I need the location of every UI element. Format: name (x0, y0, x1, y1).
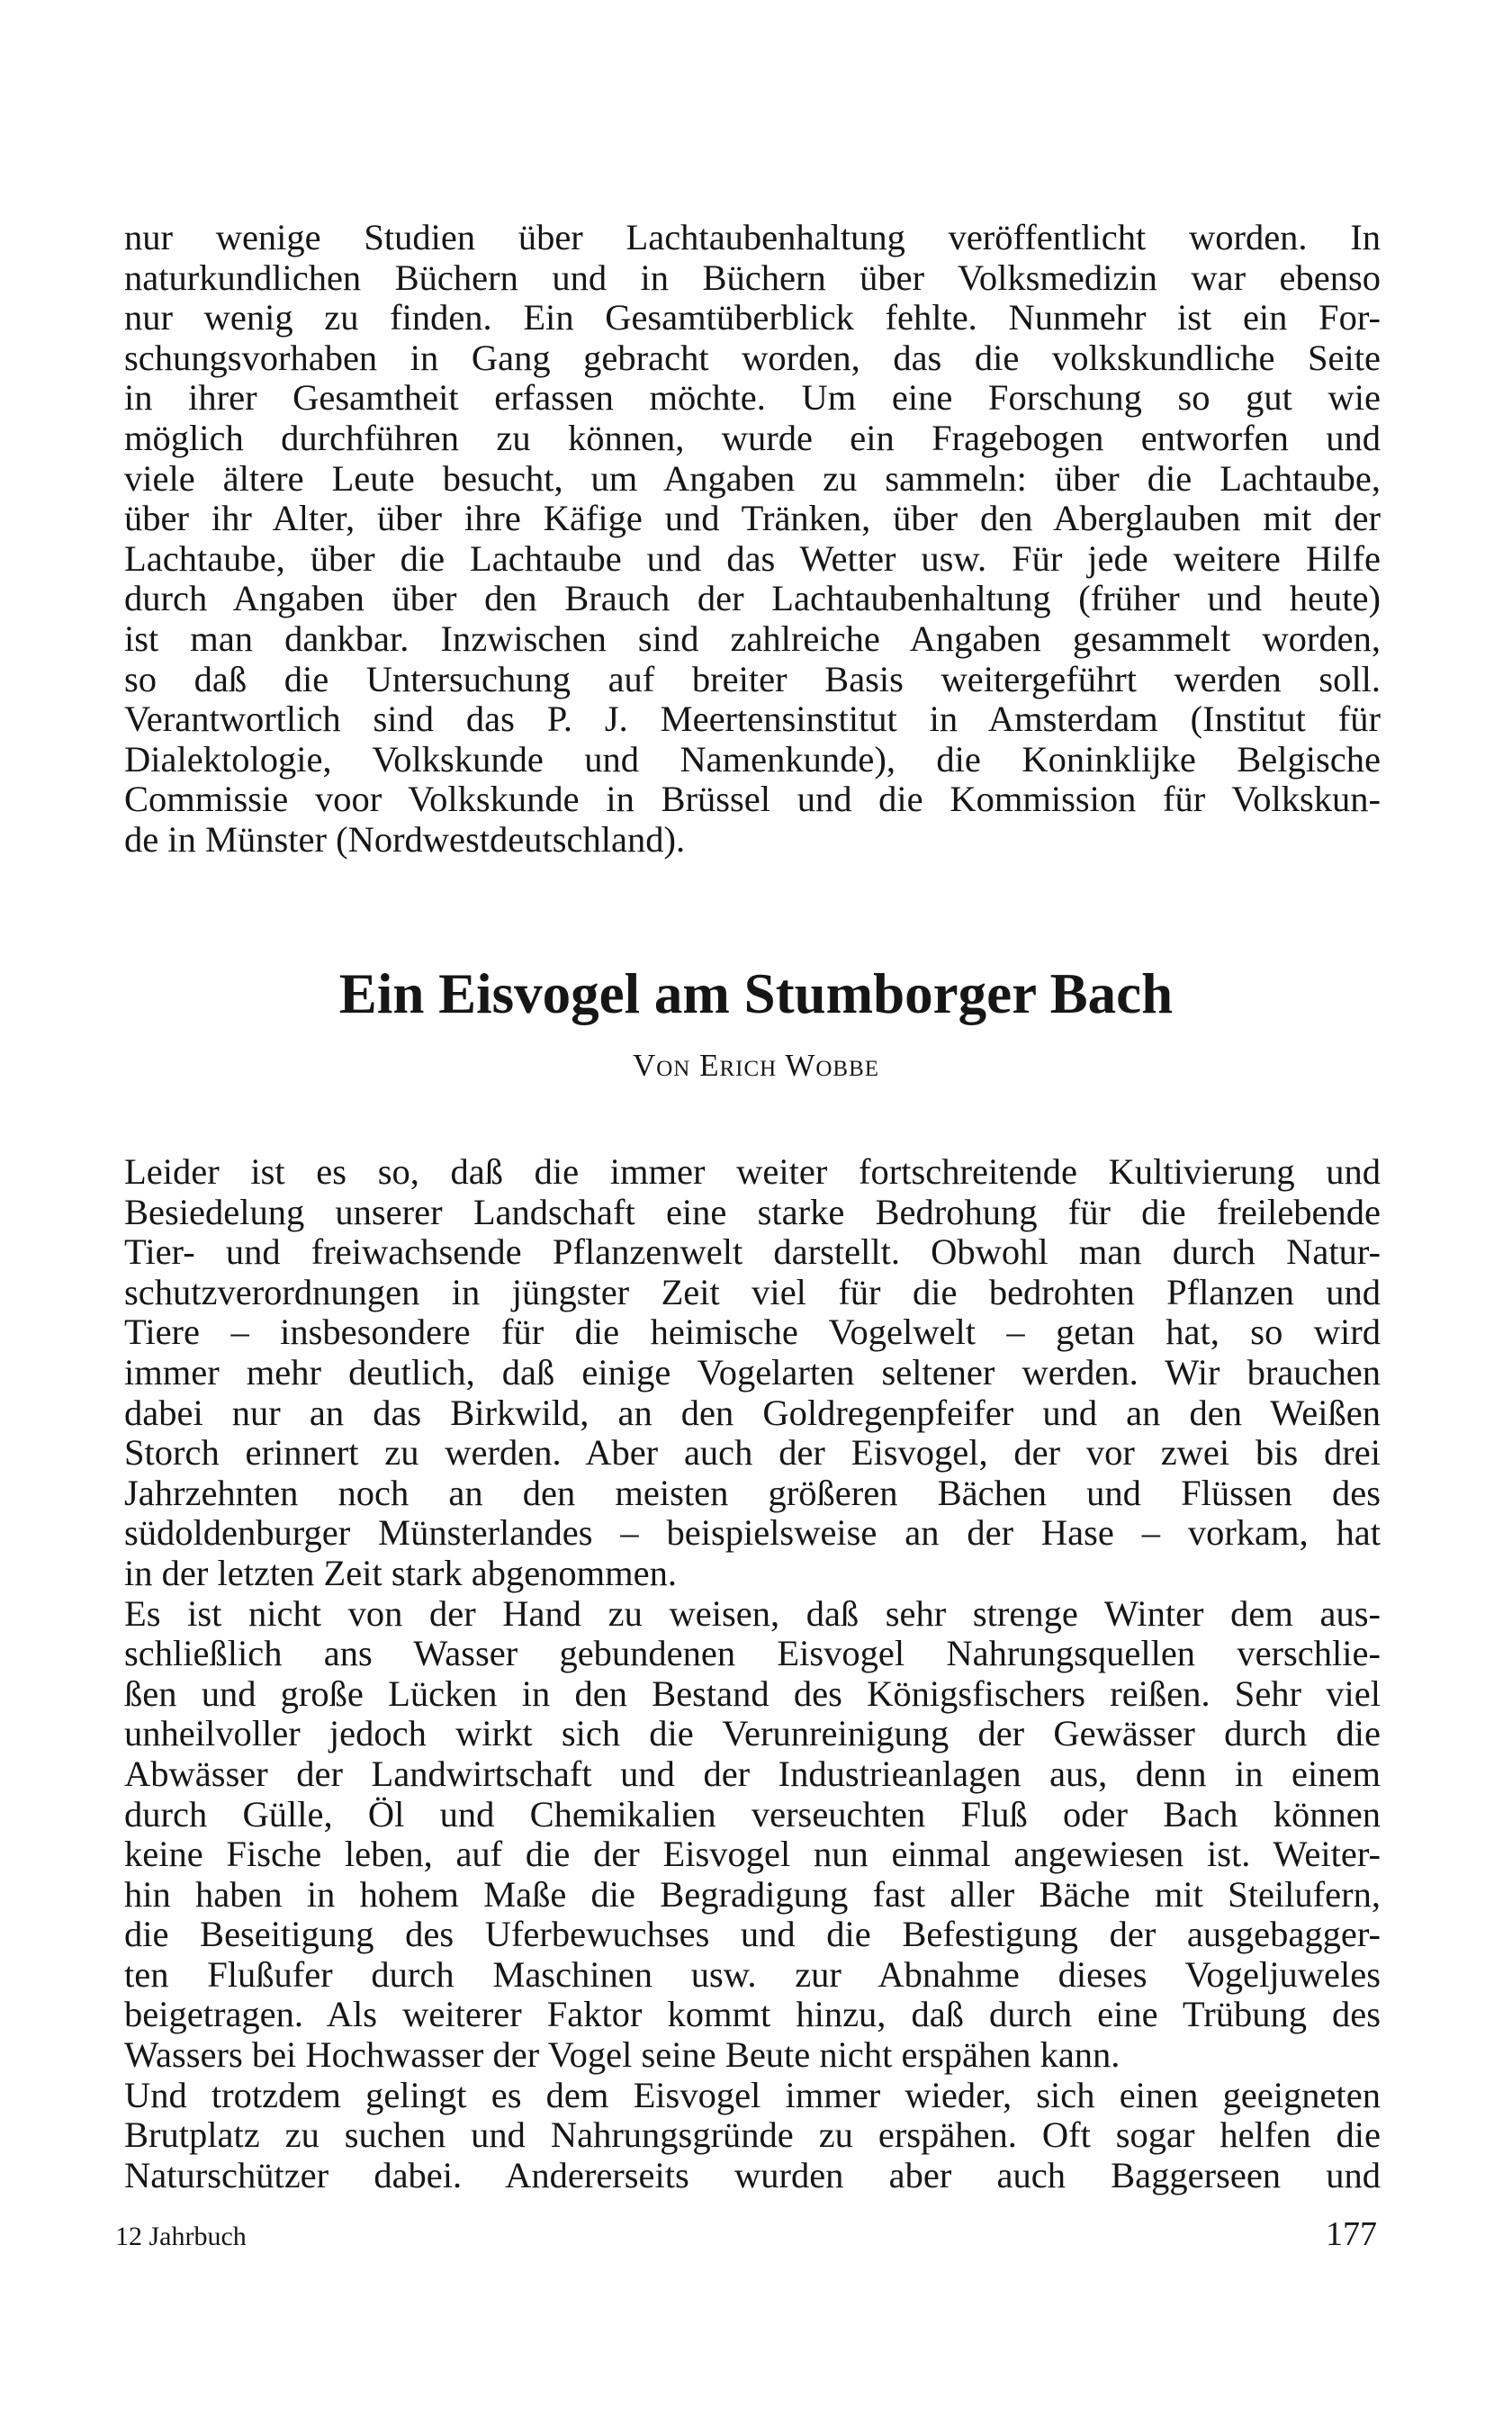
text-line: Besiedelung unserer Landschaft eine starke Bedrohung für die freilebende (124, 1191, 1381, 1232)
text-line: schließlich ans Wasser gebundenen Eisvogel Nahrungsquellen verschlie- (124, 1633, 1381, 1674)
text-line: in der letzten Zeit stark abgenommen. (124, 1552, 678, 1593)
text-line: Storch erinnert zu werden. Aber auch der Eisvogel, der vor zwei bis drei (124, 1432, 1381, 1474)
text-line: Wassers bei Hochwasser der Vogel seine Beute nicht erspähen kann. (124, 2034, 1120, 2076)
text-line: ist man dankbar. Inzwischen sind zahlreiche Angaben gesammelt worden, (124, 618, 1381, 659)
article-byline: Von Erich Wobbe (632, 1048, 880, 1083)
text-line: schutzverordnungen in jüngster Zeit viel für die bedrohten Pflanzen und (124, 1271, 1381, 1312)
text-line: Es ist nicht von der Hand zu weisen, daß sehr strenge Winter dem aus- (124, 1592, 1381, 1634)
text-line: de in Münster (Nordwestdeutschland). (124, 818, 686, 860)
text-line: ten Flußufer durch Maschinen usw. zur Abnahme dieses Vogeljuweles (124, 1953, 1381, 1995)
text-line: keine Fische leben, auf die der Eisvogel nun einmal angewiesen ist. Weiter- (124, 1834, 1381, 1875)
text-line: naturkundlichen Büchern und in Büchern über Volksmedizin war ebenso (124, 257, 1381, 298)
printer-signature: 12 Jahrbuch (115, 2222, 247, 2251)
text-line: immer mehr deutlich, daß einige Vogelarten seltener werden. Wir brauchen (124, 1351, 1381, 1393)
text-line: viele ältere Leute besucht, um Angaben zu sammeln: über die Lachtaube, (124, 457, 1381, 499)
text-line: Jahrzehnten noch an den meisten größeren Bächen und Flüssen des (124, 1472, 1381, 1513)
text-line: Dialektologie, Volkskunde und Namenkunde), die Koninklijke Belgische (124, 738, 1381, 780)
text-line: Naturschützer dabei. Andererseits wurden aber auch Baggerseen und (124, 2154, 1381, 2195)
text-line: dabei nur an das Birkwild, an den Goldregenpfeifer und an den Weißen (124, 1392, 1381, 1433)
intro-paragraph (124, 218, 1381, 861)
text-line: unheilvoller jedoch wirkt sich die Verunreinigung der Gewässer durch die (124, 1713, 1381, 1754)
text-line: Tier- und freiwachsende Pflanzenwelt darstellt. Obwohl man durch Natur- (124, 1231, 1381, 1273)
text-line: nur wenige Studien über Lachtaubenhaltung veröffentlicht worden. In (124, 217, 1381, 257)
text-line: durch Gülle, Öl und Chemikalien verseuchten Fluß oder Bach können (124, 1793, 1381, 1835)
text-line: beigetragen. Als weiterer Faktor kommt hinzu, daß durch eine Trübung des (124, 1994, 1381, 2035)
text-line: Tiere – insbesondere für die heimische Vogelwelt – getan hat, so wird (124, 1312, 1381, 1353)
text-line: in ihrer Gesamtheit erfassen möchte. Um eine Forschung so gut wie (124, 377, 1381, 419)
text-line: nur wenig zu finden. Ein Gesamtüberblick fehlte. Nunmehr ist ein For- (124, 297, 1381, 338)
text-line: südoldenburger Münsterlandes – beispielsweise an der Hase – vorkam, hat (124, 1512, 1381, 1554)
text-line: Leider ist es so, daß die immer weiter fortschreitende Kultivierung und (124, 1151, 1381, 1192)
text-line: so daß die Untersuchung auf breiter Basis weitergeführt werden soll. (124, 658, 1381, 699)
text-line: schungsvorhaben in Gang gebracht worden, das die volkskundliche Seite (124, 337, 1381, 378)
text-line: durch Angaben über den Brauch der Lachtaubenhaltung (früher und heute) (124, 578, 1381, 619)
page-number: 177 (1326, 2215, 1377, 2253)
text-line: die Beseitigung des Uferbewuchses und die Befestigung der ausgebagger- (124, 1914, 1381, 1955)
text-line: über ihr Alter, über ihre Käfige und Tränken, über den Aberglauben mit der (124, 498, 1381, 539)
text-line: Lachtaube, über die Lachtaube und das Wetter usw. Für jede weitere Hilfe (124, 537, 1381, 579)
text-line: Brutplatz zu suchen und Nahrungsgründe zu erspähen. Oft sogar helfen die (124, 2114, 1381, 2156)
text-line: Verantwortlich sind das P. J. Meertensinstitut in Amsterdam (Institut für (124, 699, 1381, 740)
text-line: ßen und große Lücken in den Bestand des Königsfischers reißen. Sehr viel (124, 1672, 1381, 1714)
article-title: Ein Eisvogel am Stumborger Bach (338, 962, 1174, 1025)
text-line: hin haben in hohem Maße die Begradigung fast aller Bäche mit Steilufern, (124, 1873, 1381, 1915)
article-body (124, 1152, 1381, 2195)
text-line: Und trotzdem gelingt es dem Eisvogel immer wieder, sich einen geeigneten (124, 2074, 1381, 2115)
text-line: Commissie voor Volkskunde in Brüssel und die Kommission für Volkskun- (124, 779, 1381, 820)
text-line: Abwässer der Landwirtschaft und der Industrieanlagen aus, denn in einem (124, 1753, 1381, 1794)
text-line: möglich durchführen zu können, wurde ein Fragebogen entworfen und (124, 417, 1381, 458)
